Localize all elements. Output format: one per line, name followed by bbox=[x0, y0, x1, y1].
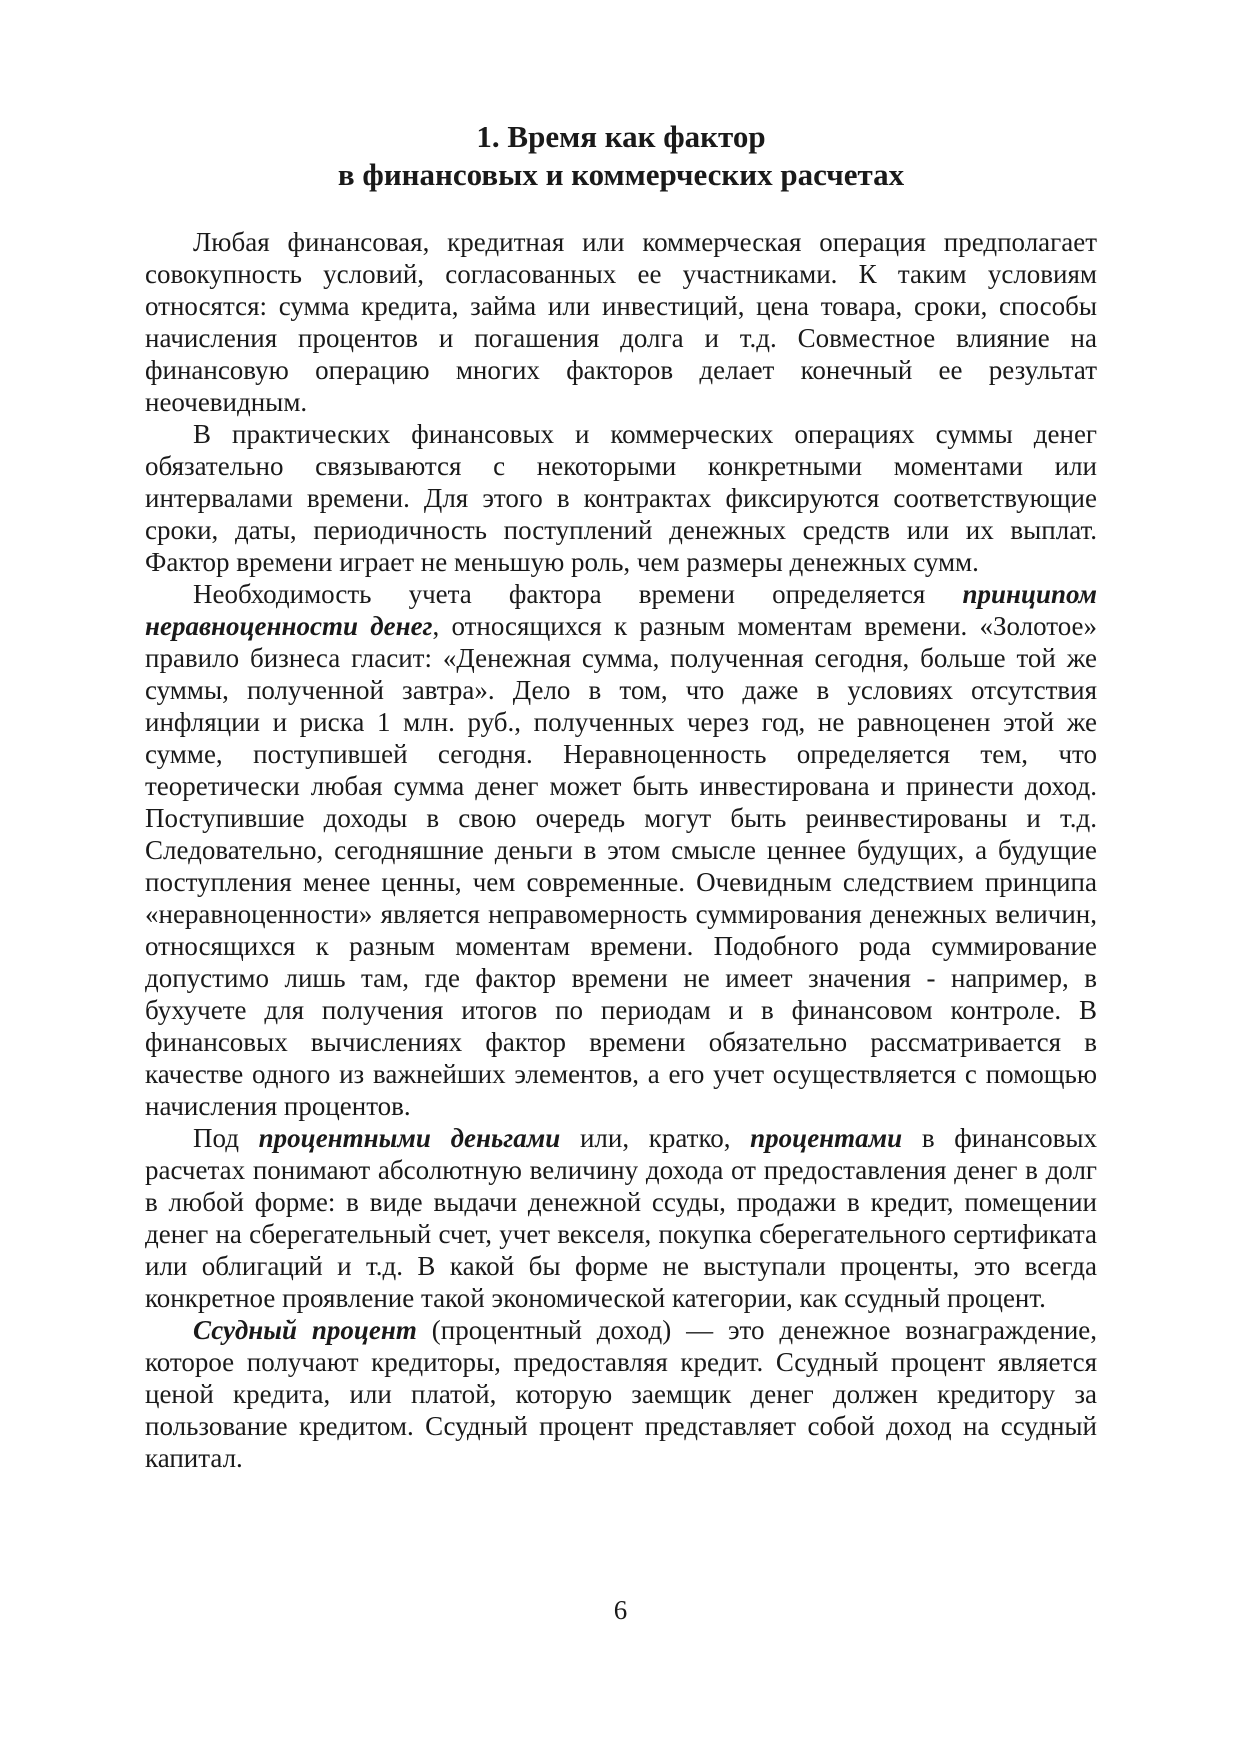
paragraph-3-text-start: Необходимость учета фактора времени определяется bbox=[193, 579, 963, 609]
paragraph-3-text-rest: , относящихся к разным моментам времени. «Золотое» правило бизнеса гласит: «Денежная сумма, полученная сегодня, больше той же суммы, полученной завтра». Дело в том, что даже в условиях отсутствия инфляции и риска 1 млн. руб., полученных через год, не равноценен этой же сумме, поступившей сегодня. Неравноценность определяется тем, что теоретически любая сумма денег может быть инвестирована и принести доход. Поступившие доходы в свою очередь могут быть реинвестированы и т.д. Следовательно, сегодняшние деньги в этом смысле ценнее будущих, а будущие поступления менее ценны, чем современные. Очевидным следствием принципа «неравноценности» является неправомерность суммирования денежных величин, относящихся к разным моментам времени. Подобного рода суммирование допустимо лишь там, где фактор времени не имеет значения - например, в бухучете для получения итогов по периодам и в финансовом контроле. В финансовых вычислениях фактор времени обязательно рассматривается в качестве одного из важнейших элементов, а его учет осуществляется с помощью начисления процентов. bbox=[145, 611, 1098, 1121]
term-loan-interest: Ссудный процент bbox=[193, 1315, 417, 1345]
paragraph-1-text: Любая финансовая, кредитная или коммерческая операция предполагает совокупность условий, согласованных ее участниками. К таким условиям относятся: сумма кредита, займа или инвестиций, цена товара, сроки, способы начисления процентов и погашения долга и т.д. Совместное влияние на финансовую операцию многих факторов делает конечный ее результат неочевидным. bbox=[145, 227, 1097, 417]
heading-line-2: в финансовых и коммерческих расчетах bbox=[337, 157, 905, 192]
paragraph-5-text: (процентный доход) — это денежное вознаграждение, которое получают кредиторы, предоставляя кредит. Ссудный процент является ценой кредита, или платой, которую заемщик денег должен кредитору за пользование кредитом. Ссудный процент представляет собой доход на ссудный капитал. bbox=[145, 1315, 1098, 1473]
paragraph-2 bbox=[145, 418, 1097, 578]
page-number: 6 bbox=[613, 1595, 628, 1625]
term-interest: процентами bbox=[750, 1123, 903, 1153]
page-content bbox=[145, 118, 1097, 1474]
paragraph-4 bbox=[145, 1122, 1097, 1314]
paragraph-4-text-start: Под bbox=[193, 1123, 259, 1153]
paragraph-5 bbox=[145, 1314, 1097, 1474]
paragraph-4-text-middle: или, кратко, bbox=[560, 1123, 751, 1153]
heading-line-1: 1. Время как фактор bbox=[476, 119, 766, 154]
paragraph-2-text: В практических финансовых и коммерческих операциях суммы денег обязательно связываются с некоторыми конкретными моментами или интервалами времени. Для этого в контрактах фиксируются соответствующие сроки, даты, периодичность поступлений денежных средств или их выплат. Фактор времени играет не меньшую роль, чем размеры денежных сумм. bbox=[145, 419, 1097, 577]
paragraph-3 bbox=[145, 578, 1097, 1122]
term-non-equivalence-principle: принципом неравноценности денег bbox=[145, 579, 1097, 641]
section-heading bbox=[145, 118, 1097, 194]
term-interest-money: процентными деньгами bbox=[258, 1123, 561, 1153]
paragraph-4-text-rest: в финансовых расчетах понимают абсолютную величину дохода от предоставления денег в долг в любой форме: в виде выдачи денежной ссуды, продажи в кредит, помещении денег на сберегательный счет, учет векселя, покупка сберегательного сертификата или облигаций и т.д. В какой бы форме не выступали проценты, это всегда конкретное проявление такой экономической категории, как ссудный процент. bbox=[145, 1123, 1098, 1313]
paragraph-1 bbox=[145, 226, 1097, 418]
